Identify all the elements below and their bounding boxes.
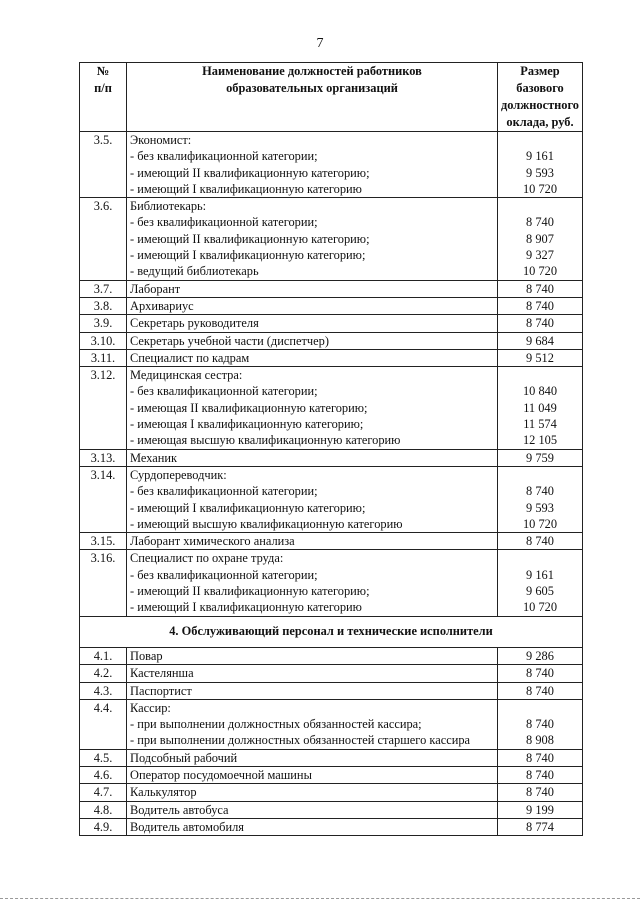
salary-value — [498, 280, 583, 297]
table-row — [80, 349, 583, 366]
salary-amount: 8 740 — [526, 666, 554, 681]
position-line: Калькулятор — [130, 785, 197, 800]
salary-amount: 8 740 — [526, 281, 554, 296]
table-row — [80, 297, 583, 314]
row-number: 3.15. — [80, 533, 127, 550]
salary-amount: 8 740 — [526, 484, 554, 499]
position-line: Оператор посудомоечной машины — [130, 767, 312, 782]
position-line: - имеющий II квалификационную категорию; — [130, 165, 370, 180]
position-line: Паспортист — [130, 683, 192, 698]
header-salary: Размер базового должностного оклада, руб. — [498, 63, 583, 132]
position-name — [127, 132, 498, 198]
position-name — [127, 449, 498, 466]
row-number: 4.2. — [80, 665, 127, 682]
table-row — [80, 699, 583, 749]
position-line: - имеющая I квалификационную категорию; — [130, 417, 364, 432]
position-name — [127, 647, 498, 664]
section-3-rows — [80, 132, 583, 617]
table-row — [80, 665, 583, 682]
salary-value — [498, 332, 583, 349]
row-number: 4.4. — [80, 699, 127, 749]
position-name — [127, 349, 498, 366]
position-line: Экономист: — [130, 133, 192, 147]
position-name — [127, 550, 498, 616]
position-line: Сурдопереводчик: — [130, 467, 227, 482]
table-header-row — [80, 63, 583, 132]
position-line: - без квалификационной категории; — [130, 384, 318, 399]
table-row — [80, 647, 583, 664]
position-line: - имеющий II квалификационную категорию; — [130, 231, 370, 246]
position-line: - при выполнении должностных обязанностей кассира; — [130, 717, 422, 732]
table-row — [80, 132, 583, 198]
section-title-row — [80, 616, 583, 647]
table-row — [80, 367, 583, 449]
salary-amount: 12 105 — [522, 433, 558, 448]
position-line: Повар — [130, 648, 163, 663]
row-number: 3.8. — [80, 297, 127, 314]
salary-value — [498, 315, 583, 332]
position-line: - имеющий I квалификационную категорию — [130, 600, 362, 615]
table-row — [80, 466, 583, 532]
position-line: Архивариус — [130, 298, 194, 313]
row-number: 3.11. — [80, 349, 127, 366]
salary-value — [498, 466, 583, 532]
salary-amount: 10 720 — [522, 264, 558, 279]
salary-value — [498, 699, 583, 749]
position-line: Библиотекарь: — [130, 199, 207, 214]
page-bottom-rule — [0, 898, 640, 899]
table-row — [80, 749, 583, 766]
position-line: Специалист по кадрам — [130, 350, 250, 365]
table-row — [80, 198, 583, 280]
salary-amount: 8 907 — [526, 231, 554, 246]
row-number: 3.14. — [80, 466, 127, 532]
position-name — [127, 665, 498, 682]
position-name — [127, 297, 498, 314]
salary-amount — [501, 700, 579, 716]
salary-amount: 10 720 — [522, 181, 558, 196]
salary-amount: 8 740 — [526, 785, 554, 800]
salary-value — [498, 349, 583, 366]
salary-amount: 9 684 — [526, 333, 554, 348]
position-line: Секретарь учебной части (диспетчер) — [130, 333, 329, 348]
position-line: - без квалификационной категории; — [130, 484, 318, 499]
position-line: - без квалификационной категории; — [130, 567, 318, 582]
page-number: 7 — [316, 36, 324, 51]
salary-amount: 8 774 — [526, 819, 554, 834]
position-line: Механик — [130, 450, 178, 465]
position-name — [127, 533, 498, 550]
salary-amount — [501, 550, 579, 566]
salary-amount: 9 593 — [526, 500, 554, 515]
position-name — [127, 332, 498, 349]
position-line: - имеющий II квалификационную категорию; — [130, 584, 370, 599]
section-title: 4. Обслуживающий персонал и технические исполнители — [80, 616, 583, 647]
row-number: 4.8. — [80, 801, 127, 818]
salary-amount: 11 049 — [523, 400, 557, 415]
position-name — [127, 699, 498, 749]
position-name — [127, 818, 498, 835]
position-line: Специалист по охране труда: — [130, 551, 284, 566]
position-name — [127, 280, 498, 297]
table-row — [80, 315, 583, 332]
salary-value — [498, 784, 583, 801]
position-line: Кастелянша — [130, 666, 194, 681]
salary-value — [498, 297, 583, 314]
salary-value — [498, 132, 583, 198]
salary-amount — [501, 467, 579, 483]
position-line: Медицинская сестра: — [130, 368, 243, 383]
position-line: - имеющая II квалификационную категорию; — [130, 400, 368, 415]
salary-amount: 10 840 — [522, 384, 558, 399]
position-name — [127, 784, 498, 801]
position-line: - при выполнении должностных обязанностей старшего кассира — [130, 733, 471, 748]
salary-value — [498, 749, 583, 766]
position-line: - без квалификационной категории; — [130, 149, 318, 164]
salary-amount: 10 720 — [522, 516, 558, 531]
table-row — [80, 280, 583, 297]
position-line: - без квалификационной категории; — [130, 215, 318, 230]
position-line: - имеющий высшую квалификационную категорию — [130, 516, 403, 531]
table-row — [80, 533, 583, 550]
salary-amount: 8 908 — [526, 733, 554, 748]
salary-amount: 9 593 — [526, 165, 554, 180]
salary-amount: 10 720 — [522, 600, 558, 615]
salary-amount: 9 512 — [526, 350, 554, 365]
salary-amount — [501, 132, 579, 148]
row-number: 3.10. — [80, 332, 127, 349]
salary-value — [498, 766, 583, 783]
header-position-name: Наименование должностей работников образовательных организаций — [127, 63, 498, 132]
row-number: 3.5. — [80, 132, 127, 198]
salary-amount: 8 740 — [526, 215, 554, 230]
row-number: 4.7. — [80, 784, 127, 801]
row-number: 3.9. — [80, 315, 127, 332]
position-line: - имеющий I квалификационную категорию; — [130, 248, 366, 263]
position-line: - имеющий I квалификационную категорию — [130, 181, 362, 196]
salary-amount: 9 286 — [526, 648, 554, 663]
table-row — [80, 550, 583, 616]
salary-amount: 8 740 — [526, 683, 554, 698]
salary-value — [498, 550, 583, 616]
position-line: Лаборант химического анализа — [130, 534, 295, 549]
salary-table — [79, 62, 583, 836]
salary-amount — [501, 367, 579, 383]
salary-amount: 8 740 — [526, 767, 554, 782]
position-name — [127, 682, 498, 699]
salary-amount: 9 605 — [526, 584, 554, 599]
table-row — [80, 801, 583, 818]
table-row — [80, 682, 583, 699]
position-name — [127, 766, 498, 783]
salary-value — [498, 198, 583, 280]
row-number: 3.7. — [80, 280, 127, 297]
row-number: 4.6. — [80, 766, 127, 783]
salary-amount: 11 574 — [523, 417, 557, 432]
position-line: Водитель автомобиля — [130, 819, 244, 834]
position-name — [127, 367, 498, 449]
table-row — [80, 818, 583, 835]
salary-amount: 9 327 — [526, 248, 554, 263]
table-row — [80, 332, 583, 349]
salary-amount: 8 740 — [526, 750, 554, 765]
table-row — [80, 449, 583, 466]
salary-value — [498, 367, 583, 449]
section-4-rows — [80, 647, 583, 835]
position-name — [127, 315, 498, 332]
salary-value — [498, 665, 583, 682]
row-number: 3.6. — [80, 198, 127, 280]
section-4-heading — [80, 616, 583, 647]
position-name — [127, 749, 498, 766]
row-number: 3.13. — [80, 449, 127, 466]
row-number: 4.3. — [80, 682, 127, 699]
salary-amount: 9 759 — [526, 450, 554, 465]
position-line: - имеющий I квалификационную категорию; — [130, 500, 366, 515]
salary-amount: 9 161 — [526, 567, 554, 582]
row-number: 4.9. — [80, 818, 127, 835]
salary-value — [498, 818, 583, 835]
header-num: № п/п — [80, 63, 127, 132]
row-number: 4.5. — [80, 749, 127, 766]
position-line: - ведущий библиотекарь — [130, 264, 259, 279]
salary-value — [498, 647, 583, 664]
position-line: Водитель автобуса — [130, 802, 229, 817]
position-name — [127, 198, 498, 280]
table-row — [80, 766, 583, 783]
position-line: - имеющая высшую квалификационную категорию — [130, 433, 401, 448]
salary-value — [498, 682, 583, 699]
salary-value — [498, 449, 583, 466]
salary-amount: 8 740 — [526, 298, 554, 313]
table-row — [80, 784, 583, 801]
salary-amount: 9 199 — [526, 802, 554, 817]
salary-amount: 8 740 — [526, 316, 554, 331]
position-line: Лаборант — [130, 281, 181, 296]
row-number: 3.12. — [80, 367, 127, 449]
salary-amount: 9 161 — [526, 149, 554, 164]
salary-amount — [501, 198, 579, 214]
position-name — [127, 466, 498, 532]
position-line: Кассир: — [130, 700, 171, 715]
salary-value — [498, 801, 583, 818]
salary-value — [498, 533, 583, 550]
position-name — [127, 801, 498, 818]
salary-amount: 8 740 — [526, 534, 554, 549]
position-line: Подсобный рабочий — [130, 750, 238, 765]
row-number: 4.1. — [80, 647, 127, 664]
row-number: 3.16. — [80, 550, 127, 616]
position-line: Секретарь руководителя — [130, 316, 259, 331]
salary-amount: 8 740 — [526, 717, 554, 732]
